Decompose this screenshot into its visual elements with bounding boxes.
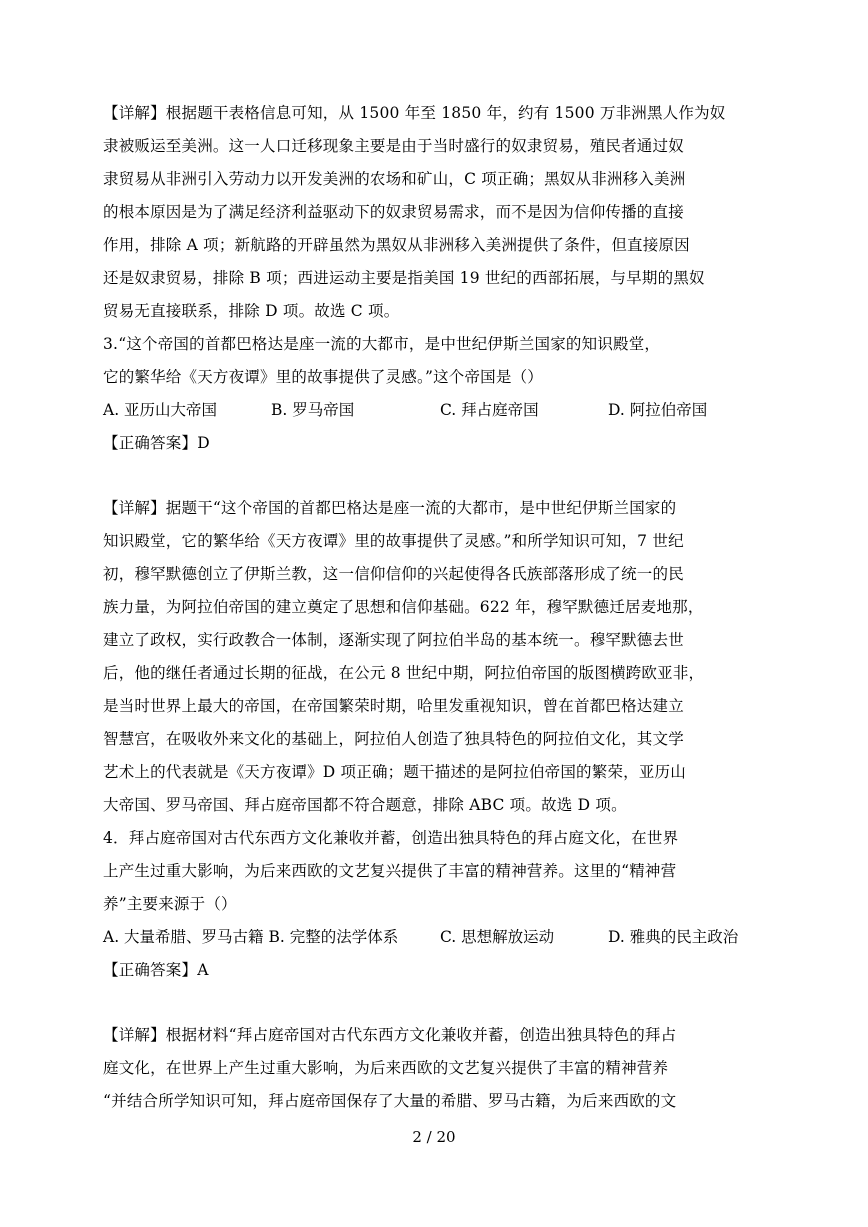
q4-option-d: D. 雅典的民主政治 (608, 928, 739, 946)
explanation-line: 贸易无直接联系，排除 D 项。故选 C 项。 (103, 302, 400, 320)
q4-option-c: C. 思想解放运动 (440, 928, 555, 946)
q4-explanation-line: “并结合所学知识可知，拜占庭帝国保存了大量的希腊、罗马古籍，为后来西欧的文 (103, 1092, 677, 1110)
explanation-line: 隶贸易从非洲引入劳动力以开发美洲的农场和矿山，C 项正确；黑奴从非洲移入美洲 (103, 170, 686, 188)
q4-explanation-line: 庭文化，在世界上产生过重大影响，为后来西欧的文艺复兴提供了丰富的精神营养 (103, 1059, 669, 1077)
q3-explanation-line: 智慧宫，在吸收外来文化的基础上，阿拉伯人创造了独具特色的阿拉伯文化，其文学 (103, 730, 684, 748)
q3-explanation-line: 建立了政权，实行政教合一体制，逐渐实现了阿拉伯半岛的基本统一。穆罕默德去世 (103, 631, 684, 649)
q4-answer: 【正确答案】A (103, 961, 209, 979)
explanation-line: 还是奴隶贸易，排除 B 项；西进运动主要是指美国 19 世纪的西部拓展，与早期的黑奴 (103, 269, 705, 287)
q3-explanation-line: 大帝国、罗马帝国、拜占庭帝国都不符合题意，排除 ABC 项。故选 D 项。 (103, 796, 627, 814)
q3-explanation-line: 艺术上的代表就是《天方夜谭》D 项正确；题干描述的是阿拉伯帝国的繁荣，亚历山 (103, 763, 686, 781)
explanation-line: 隶被贩运至美洲。这一人口迁移现象主要是由于当时盛行的奴隶贸易，殖民者通过奴 (103, 137, 684, 155)
q3-answer: 【正确答案】D (103, 434, 210, 452)
q3-explanation-line: 后，他的继任者通过长期的征战，在公元 8 世纪中期，阿拉伯帝国的版图横跨欧亚非， (103, 664, 705, 682)
explanation-line: 【详解】根据题干表格信息可知，从 1500 年至 1850 年，约有 1500 万非洲黑人作为奴 (103, 104, 726, 122)
q3-explanation-line: 初，穆罕默德创立了伊斯兰教，这一信仰信仰的兴起使得各氏族部落形成了统一的民 (103, 565, 684, 583)
question-3-stem: 3.“这个帝国的首都巴格达是座一流的大都市，是中世纪伊斯兰国家的知识殿堂， (103, 335, 661, 353)
q3-option-b: B. 罗马帝国 (271, 401, 355, 419)
q3-explanation-line: 族力量，为阿拉伯帝国的建立奠定了思想和信仰基础。622 年，穆罕默德迁居麦地那， (103, 598, 704, 616)
q3-option-a: A. 亚历山大帝国 (103, 401, 218, 419)
page-number: 2 / 20 (412, 1128, 456, 1146)
q3-explanation-line: 知识殿堂，它的繁华给《天方夜谭》里的故事提供了灵感。”和所学知识可知，7 世纪 (103, 532, 684, 550)
explanation-line: 的根本原因是为了满足经济利益驱动下的奴隶贸易需求，而不是因为信仰传播的直接 (103, 203, 684, 221)
q4-explanation-line: 【详解】根据材料“拜占庭帝国对古代东西方文化兼收并蓄，创造出独具特色的拜占 (103, 1026, 677, 1044)
question-4-stem: 上产生过重大影响，为后来西欧的文艺复兴提供了丰富的精神营养。这里的“精神营 (103, 862, 677, 880)
question-4-stem: 4．拜占庭帝国对古代东西方文化兼收并蓄，创造出独具特色的拜占庭文化，在世界 (103, 829, 679, 847)
q3-explanation-line: 是当时世界上最大的帝国，在帝国繁荣时期，哈里发重视知识，曾在首都巴格达建立 (103, 697, 684, 715)
q3-option-c: C. 拜占庭帝国 (440, 401, 539, 419)
q4-option-ab: A. 大量希腊、罗马古籍 B. 完整的法学体系 (103, 928, 399, 946)
question-4-stem: 养”主要来源于（） (103, 895, 237, 913)
q3-option-d: D. 阿拉伯帝国 (608, 401, 708, 419)
question-3-stem: 它的繁华给《天方夜谭》里的故事提供了灵感。”这个帝国是（） (103, 368, 543, 386)
q3-explanation-line: 【详解】据题干“这个帝国的首都巴格达是座一流的大都市，是中世纪伊斯兰国家的 (103, 499, 677, 517)
explanation-line: 作用，排除 A 项；新航路的开辟虽然为黑奴从非洲移入美洲提供了条件，但直接原因 (103, 236, 690, 254)
